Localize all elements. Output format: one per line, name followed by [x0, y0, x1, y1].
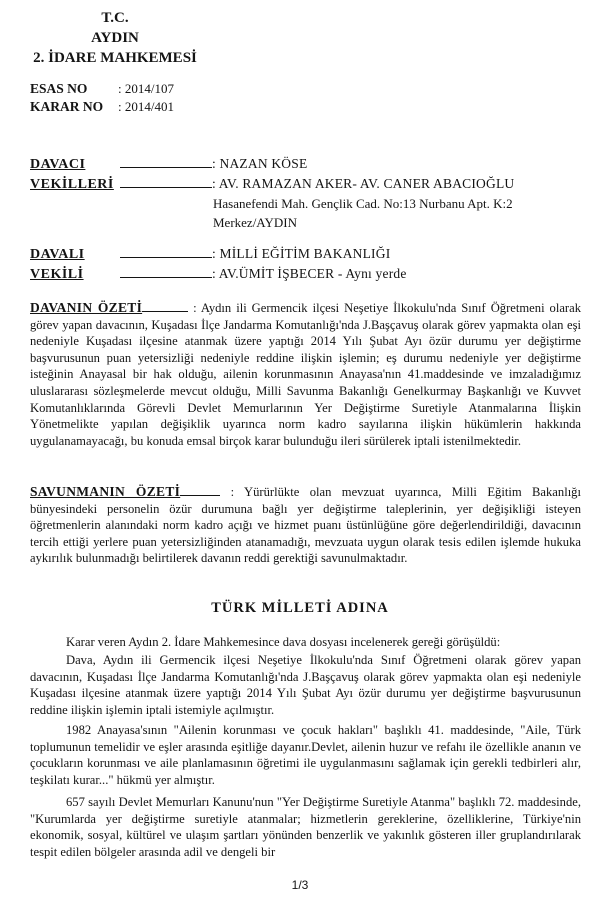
- page-number: 1/3: [291, 878, 309, 892]
- case-summary-text: : Aydın ili Germencik ilçesi Neşetiye İlkokulu'nda Sınıf Öğretmeni olarak görev yapan davacının, Kuşadası İlçe Jandarma Komutanlığı'nda J.Başçavuş olarak görev yapmakta olan eşi nedeniyle Kuşadası ilçesine atanmak üzere yaptığı 2014 Yılı Şubat Ayı özür durumu yer değiştirme başvurusunun puan yetersizliği nedeniyle reddine ilişkin işlemin; eş durumu nedeniyle yer değiştirme isteğinin Anayasal bir hak olduğu, ailenin korunmasının Anayasa'nın 41.maddesinde ve imzaladığımız uluslararası sözleşmelerde mevcut olduğu, Milli Savunma Bakanlığı Genelkurmay Başkanlığı ve Kuvvet Komutanlıklarında Görevli Devlet Memurlarının Yer Değiştirme Suretiyle Atanmalarına İlişkin Yönetmelikte yapılan değişiklik uyarınca norm kadro sayılarına ilişkin hükümlerin hakkında uygulanamayacağı, bu konuda emsal birçok karar bulunduğu ileri sürülerek iptali istenilmektedir.: [30, 301, 582, 448]
- case-references: [30, 80, 174, 116]
- esas-row: [30, 80, 174, 98]
- case-summary-label: DAVANIN ÖZETİ: [30, 300, 143, 315]
- country-line: T.C.: [101, 10, 129, 26]
- vekili-underline: [120, 265, 212, 278]
- davaci-underline: [120, 155, 212, 168]
- court-header: [25, 8, 205, 68]
- city-line: AYDIN: [91, 30, 139, 46]
- defendant-block: [30, 244, 590, 284]
- verdict-heading: TÜRK MİLLETİ ADINA: [211, 600, 389, 616]
- defense-summary-text: : Yürürlükte olan mevzuat uyarınca, Milli Eğitim Bakanlığı bünyesindeki personelin özür durumuna bağlı yer değiştirme taleplerinin, yer değişikliği isteyen öğretmenlerin alanındaki norm kadro açığı ve hizmet puanı üstünlüğüne göre değerlendirildiği, davacının tercih ettiği yerlere puan yetersizliğinden atanamadığı, mevzuata uygun olarak tesis edilen işlemde hukuka aykırılık bulunmadığı belirtilerek davanın reddi gerektiği savunulmaktadır.: [30, 485, 581, 566]
- davali-underline: [120, 245, 212, 258]
- davaci-value: : NAZAN KÖSE: [212, 156, 308, 171]
- body-paragraph-2: Dava, Aydın ili Germencik ilçesi Neşetiye İlkokulu'nda Sınıf Öğretmeni olarak görev yapan davacının, Kuşadası İlçe Jandarma Komutanlığı'nda J.Başçavuş olarak görev yapmakta olan eşi nedeniyle Kuşadası ilçesine atanmak üzere yaptığı 2014 Yılı Şubat Ayı özür durumu yer değiştirme başvurusunun reddine ilişkin işlemin iptali istemiyle açılmıştır.: [30, 653, 581, 717]
- address-line-1: Hasanefendi Mah. Gençlik Cad. No:13 Nurbanu Apt. K:2: [213, 196, 513, 211]
- defense-summary-label: SAVUNMANIN ÖZETİ: [30, 484, 181, 499]
- vekili-label: VEKİLİ: [30, 267, 84, 282]
- davali-label: DAVALI: [30, 247, 85, 262]
- karar-value: : 2014/401: [118, 99, 174, 114]
- address-line-2: Merkez/AYDIN: [213, 215, 297, 230]
- karar-label: KARAR NO: [30, 99, 104, 114]
- karar-row: [30, 98, 174, 116]
- case-summary: [30, 300, 581, 449]
- defense-summary: [30, 484, 581, 567]
- defense-summary-underline: [180, 486, 220, 496]
- vekilleri-underline: [120, 175, 212, 188]
- esas-value: : 2014/107: [118, 81, 174, 96]
- body-paragraph-1: Karar veren Aydın 2. İdare Mahkemesince dava dosyası incelenerek gereği görüşüldü:: [66, 635, 501, 649]
- vekilleri-row: [30, 174, 590, 194]
- body-paragraph-4: 657 sayılı Devlet Memurları Kanunu'nun "Yer Değiştirme Suretiyle Atanma" başlıklı 72. maddesinde, "Kurumlarda yer değiştirme suretiyle atanmalar; hizmetlerin gereklerine, özelliklerine, Türkiye'nin ekonomik, sosyal, kültürel ve ulaşım şartları yönünden benzerlik ve yakınlık gösteren iller gruplandırılarak tespit edilen bölgeler arasında adil ve dengeli bir: [30, 795, 581, 859]
- davaci-row: [30, 154, 590, 174]
- case-summary-underline: [142, 302, 188, 312]
- vekili-row: [30, 264, 590, 284]
- davali-value: : MİLLİ EĞİTİM BAKANLIĞI: [212, 246, 391, 261]
- plaintiff-block: [30, 154, 590, 232]
- vekili-value: : AV.ÜMİT İŞBECER - Aynı yerde: [212, 266, 407, 281]
- court-name: 2. İDARE MAHKEMESİ: [33, 50, 197, 66]
- esas-label: ESAS NO: [30, 81, 88, 96]
- body-paragraph-3: 1982 Anayasa'sının "Ailenin korunması ve çocuk hakları" başlıklı 41. maddesinde, "Aile, Türk toplumunun temelidir ve eşler arasında eşitliğe dayanır.Devlet, ailenin huzur ve refahı ile özellikle ananın ve çocukların korunması ve aile planlamasının öğretimi ile uygulanmasını sağlamak için gerekli tedbirleri alır, teşkilatı kurar..." hükmü yer almıştır.: [30, 723, 581, 787]
- davaci-label: DAVACI: [30, 157, 86, 172]
- vekilleri-value: : AV. RAMAZAN AKER- AV. CANER ABACIOĞLU: [212, 176, 515, 191]
- davali-row: [30, 244, 590, 264]
- vekilleri-label: VEKİLLERİ: [30, 177, 114, 192]
